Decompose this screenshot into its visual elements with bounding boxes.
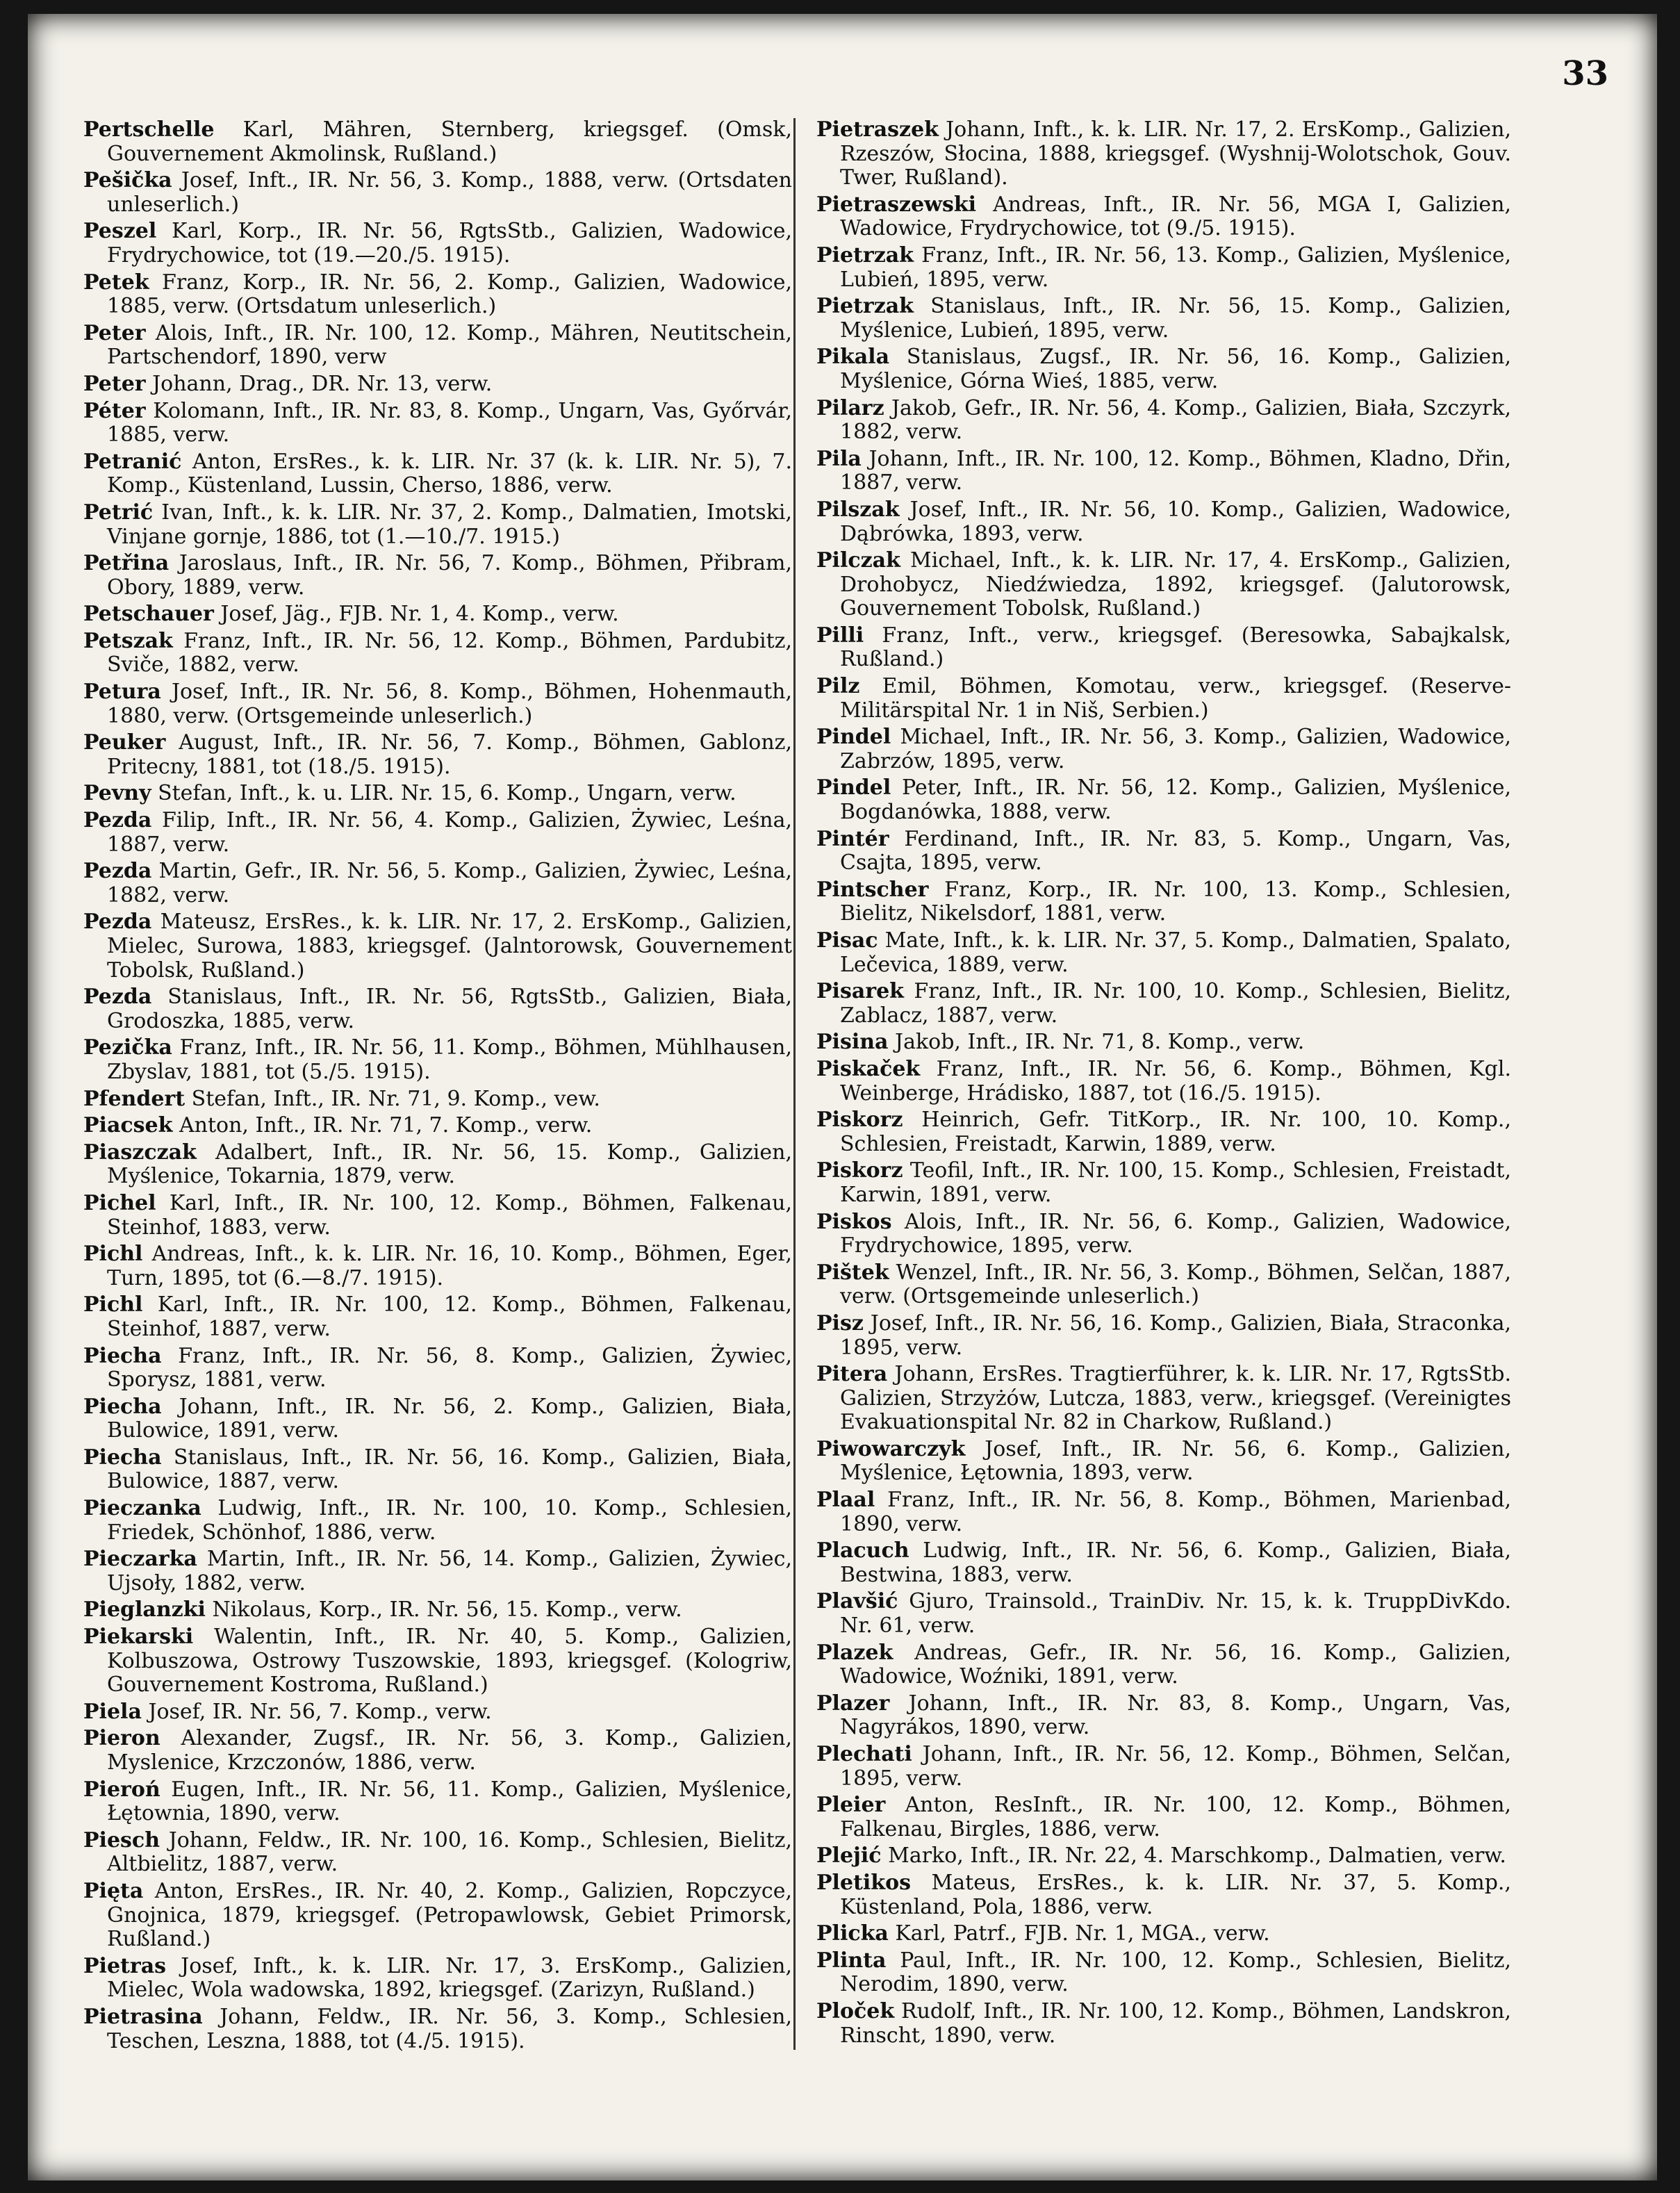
entry-surname: Pietrasina [83, 2004, 203, 2029]
register-entry [83, 680, 792, 728]
entry-surname: Pieczanka [83, 1496, 201, 1521]
register-entry [816, 498, 1511, 546]
register-entry [83, 782, 792, 806]
register-entry [816, 397, 1511, 445]
entry-surname: Petschauer [83, 602, 214, 627]
entry-details: Andreas, Inft., IR. Nr. 56, MGA I, Galizien, Wadowice, Frydrychowice, tot (9./5. 1915). [840, 192, 1511, 241]
entry-surname: Petranić [83, 449, 182, 474]
register-entry [816, 1539, 1511, 1587]
entry-details: Andreas, Gefr., IR. Nr. 56, 16. Komp., Galizien, Wadowice, Woźniki, 1891, verw. [840, 1640, 1511, 1689]
entry-details: Emil, Böhmen, Komotau, verw., kriegsgef. (Reserve-Militärspital Nr. 1 in Niš, Serbien.) [840, 674, 1511, 723]
entry-surname: Pieroń [83, 1777, 160, 1802]
entry-surname: Ploček [816, 1998, 895, 2023]
entry-surname: Petrić [83, 500, 154, 525]
register-entry [83, 1778, 792, 1826]
entry-details: Walentin, Inft., IR. Nr. 40, 5. Komp., Galizien, Kolbuszowa, Ostrowy Tuszowskie, 1893, kriegsgef. (Kologriw, Gouvernement Kostroma, Rußland.) [107, 1625, 792, 1698]
entry-surname: Petura [83, 680, 161, 705]
entry-surname: Pevny [83, 781, 151, 806]
register-entry [816, 980, 1511, 1028]
entry-surname: Piecha [83, 1394, 162, 1419]
register-entry [816, 1159, 1511, 1207]
register-entry [83, 1727, 792, 1775]
register-entry [83, 1625, 792, 1698]
entry-details: Andreas, Inft., k. k. LIR. Nr. 16, 10. Komp., Böhmen, Eger, Turn, 1895, tot (6.—8./7. 1915). [107, 1242, 792, 1290]
entry-surname: Pila [816, 446, 862, 471]
entry-surname: Piacsek [83, 1113, 173, 1138]
entry-details: Franz, Korp., IR. Nr. 56, 2. Komp., Galizien, Wadowice, 1885, verw. (Ortsdatum unleserlich.) [107, 270, 792, 319]
register-entry [816, 345, 1511, 393]
entry-details: Johann, Inft., IR. Nr. 56, 12. Komp., Böhmen, Selčan, 1895, verw. [840, 1742, 1511, 1791]
entry-details: Franz, Inft., verw., kriegsgef. (Beresowka, Sabajkalsk, Rußland.) [840, 623, 1511, 672]
register-entry [83, 1880, 792, 1952]
entry-details: Stanislaus, Zugsf., IR. Nr. 56, 16. Komp., Galizien, Myślenice, Górna Wieś, 1885, verw. [840, 345, 1511, 393]
register-entry [83, 169, 792, 217]
entry-surname: Pindel [816, 725, 891, 750]
register-entry [83, 910, 792, 983]
entry-surname: Piskorz [816, 1158, 903, 1183]
register-entry [816, 725, 1511, 773]
register-entry [83, 450, 792, 498]
register-entry [816, 929, 1511, 977]
entry-details: Franz, Inft., IR. Nr. 56, 6. Komp., Böhmen, Kgl. Weinberge, Hrádisko, 1887, tot (16./5. 1915). [840, 1056, 1511, 1106]
entry-surname: Pindel [816, 775, 891, 800]
entry-details: Franz, Inft., IR. Nr. 56, 8. Komp., Galizien, Żywiec, Sporysz, 1881, verw. [107, 1343, 792, 1393]
column-divider [793, 118, 796, 2050]
entry-details: Stanislaus, Inft., IR. Nr. 56, RgtsStb., Galizien, Biała, Grodoszka, 1885, verw. [107, 985, 792, 1033]
register-entry [816, 244, 1511, 292]
entry-details: Karl, Inft., IR. Nr. 100, 12. Komp., Böhmen, Falkenau, Steinhof, 1883, verw. [107, 1190, 792, 1240]
entry-surname: Pintscher [816, 877, 929, 902]
entry-details: Franz, Inft., IR. Nr. 100, 10. Komp., Schlesien, Bielitz, Zablacz, 1887, verw. [840, 979, 1511, 1028]
entry-surname: Pieron [83, 1726, 160, 1751]
register-entry [816, 1030, 1511, 1055]
entry-details: Teofil, Inft., IR. Nr. 100, 15. Komp., Schlesien, Freistadt, Karwin, 1891, verw. [840, 1158, 1511, 1207]
register-entry [816, 1488, 1511, 1536]
entry-surname: Pichel [83, 1190, 156, 1215]
entry-surname: Pezda [83, 985, 152, 1010]
entry-details: Josef, Inft., IR. Nr. 56, 6. Komp., Galizien, Myślenice, Łętownia, 1893, verw. [840, 1436, 1511, 1486]
entry-surname: Placuch [816, 1538, 909, 1563]
entry-details: Stanislaus, Inft., IR. Nr. 56, 16. Komp., Galizien, Biała, Bulowice, 1887, verw. [107, 1445, 792, 1494]
register-entry [816, 878, 1511, 926]
entry-details: Marko, Inft., IR. Nr. 22, 4. Marschkomp., Dalmatien, verw. [888, 1843, 1506, 1868]
entry-surname: Pietrzak [816, 243, 914, 268]
entry-surname: Pitera [816, 1362, 888, 1387]
entry-surname: Pilli [816, 623, 864, 648]
entry-details: Paul, Inft., IR. Nr. 100, 12. Komp., Schlesien, Bielitz, Nerodim, 1890, verw. [840, 1948, 1511, 1997]
entry-details: Martin, Inft., IR. Nr. 56, 14. Komp., Galizien, Żywiec, Ujsoły, 1882, verw. [107, 1547, 792, 1595]
register-entry [83, 731, 792, 779]
register-entry [83, 1700, 792, 1725]
entry-details: Franz, Korp., IR. Nr. 100, 13. Komp., Schlesien, Bielitz, Nikelsdorf, 1881, verw. [840, 877, 1511, 926]
entry-details: Peter, Inft., IR. Nr. 56, 12. Komp., Galizien, Myślenice, Bogdanówka, 1888, verw. [840, 775, 1511, 825]
entry-details: Wenzel, Inft., IR. Nr. 56, 3. Komp., Böhmen, Selčan, 1887, verw. (Ortsgemeinde unleserlich.) [840, 1260, 1511, 1309]
entry-surname: Peuker [83, 730, 166, 755]
register-entry [83, 985, 792, 1033]
entry-surname: Peszel [83, 219, 157, 244]
right-column [816, 118, 1511, 2051]
register-entry [816, 1871, 1511, 1919]
register-entry [83, 400, 792, 447]
entry-surname: Petek [83, 270, 149, 295]
entry-surname: Pietrzak [816, 294, 914, 319]
entry-details: Johann, Feldw., IR. Nr. 56, 3. Komp., Schlesien, Teschen, Leszna, 1888, tot (4./5. 1915). [107, 2004, 792, 2053]
register-entry [816, 675, 1511, 723]
entry-details: Franz, Inft., IR. Nr. 56, 13. Komp., Galizien, Myślenice, Lubień, 1895, verw. [840, 243, 1511, 292]
entry-details: Josef, Inft., IR. Nr. 56, 8. Komp., Böhmen, Hohenmauth, 1880, verw. (Ortsgemeinde unleserlich.) [107, 680, 792, 728]
entry-details: Stefan, Inft., k. u. LIR. Nr. 15, 6. Komp., Ungarn, verw. [158, 781, 736, 806]
entry-surname: Piwowarczyk [816, 1436, 966, 1461]
register-entry [83, 1141, 792, 1189]
entry-details: Nikolaus, Korp., IR. Nr. 56, 15. Komp., verw. [212, 1597, 682, 1623]
register-entry [83, 1242, 792, 1290]
entry-surname: Piaszczak [83, 1140, 197, 1165]
entry-surname: Plazer [816, 1691, 890, 1716]
entry-surname: Pilz [816, 674, 860, 699]
entry-details: August, Inft., IR. Nr. 56, 7. Komp., Böhmen, Gablonz, Pritecny, 1881, tot (18./5. 1915). [107, 730, 792, 779]
entry-details: Johann, Inft., IR. Nr. 56, 2. Komp., Galizien, Biała, Bulowice, 1891, verw. [107, 1394, 792, 1443]
register-entry [816, 1949, 1511, 1997]
entry-surname: Pisz [816, 1311, 864, 1336]
entry-details: Stefan, Inft., IR. Nr. 71, 9. Komp., vew. [191, 1086, 600, 1111]
register-entry [816, 1363, 1511, 1435]
register-entry [83, 322, 792, 370]
entry-surname: Pichl [83, 1292, 143, 1317]
register-entry [83, 1395, 792, 1443]
entry-details: Rudolf, Inft., IR. Nr. 100, 12. Komp., Böhmen, Landskron, Rinscht, 1890, verw. [840, 1998, 1511, 2048]
register-entry [83, 1114, 792, 1138]
register-entry [816, 2000, 1511, 2048]
entry-surname: Pichl [83, 1242, 143, 1267]
entry-surname: Pisina [816, 1030, 889, 1055]
register-entry [816, 1844, 1511, 1868]
entry-details: Franz, Inft., IR. Nr. 56, 11. Komp., Böhmen, Mühlhausen, Zbyslav, 1881, tot (5./5. 1915). [107, 1035, 792, 1084]
entry-details: Josef, Inft., IR. Nr. 56, 10. Komp., Galizien, Wadowice, Dąbrówka, 1893, verw. [840, 497, 1511, 546]
entry-surname: Piekarski [83, 1625, 194, 1650]
entry-surname: Plicka [816, 1921, 889, 1946]
entry-details: Josef, IR. Nr. 56, 7. Komp., verw. [148, 1699, 492, 1724]
entry-details: Kolomann, Inft., IR. Nr. 83, 8. Komp., Ungarn, Vas, Győrvár, 1885, verw. [107, 398, 792, 447]
entry-details: Jakob, Inft., IR. Nr. 71, 8. Komp., verw. [895, 1030, 1305, 1055]
entry-surname: Pietras [83, 1953, 167, 1978]
entry-surname: Peter [83, 320, 146, 345]
entry-surname: Piesch [83, 1828, 160, 1853]
register-entry [816, 828, 1511, 876]
entry-details: Karl, Patrf., FJB. Nr. 1, MGA., verw. [895, 1921, 1270, 1946]
entry-details: Karl, Korp., IR. Nr. 56, RgtsStb., Galizien, Wadowice, Frydrychowice, tot (19.—20./5. 1915). [107, 219, 792, 268]
register-entry [83, 630, 792, 677]
register-entry [83, 501, 792, 549]
register-entry [83, 1036, 792, 1084]
entry-surname: Piecha [83, 1445, 162, 1470]
entry-details: Adalbert, Inft., IR. Nr. 56, 15. Komp., Galizien, Myślenice, Tokarnia, 1879, verw. [107, 1140, 792, 1189]
entry-surname: Piecha [83, 1343, 162, 1368]
entry-details: Josef, Jäg., FJB. Nr. 1, 4. Komp., verw. [220, 602, 619, 627]
entry-surname: Pilarz [816, 395, 884, 420]
entry-surname: Petřina [83, 551, 170, 576]
entry-details: Anton, Inft., IR. Nr. 71, 7. Komp., verw. [179, 1113, 593, 1138]
register-entry [816, 118, 1511, 190]
entry-details: Ludwig, Inft., IR. Nr. 100, 10. Komp., Schlesien, Friedek, Schönhof, 1886, verw. [107, 1496, 792, 1545]
entry-details: Stanislaus, Inft., IR. Nr. 56, 15. Komp., Galizien, Myślenice, Lubień, 1895, verw. [840, 294, 1511, 343]
entry-details: Eugen, Inft., IR. Nr. 56, 11. Komp., Galizien, Myślenice, Łętownia, 1890, verw. [107, 1777, 792, 1826]
entry-details: Alois, Inft., IR. Nr. 56, 6. Komp., Galizien, Wadowice, Frydrychowice, 1895, verw. [840, 1209, 1511, 1258]
register-entry [83, 809, 792, 857]
register-entry [816, 295, 1511, 343]
entry-surname: Pięta [83, 1878, 144, 1903]
register-entry [83, 1598, 792, 1623]
register-entry [816, 1210, 1511, 1258]
entry-surname: Pletikos [816, 1870, 911, 1895]
entry-surname: Piskorz [816, 1108, 903, 1133]
register-entry [816, 776, 1511, 824]
entry-surname: Pieczarka [83, 1547, 197, 1572]
register-entry [83, 372, 792, 397]
entry-surname: Pisarek [816, 979, 904, 1004]
entry-surname: Pilszak [816, 497, 900, 522]
entry-surname: Plechati [816, 1742, 912, 1766]
entry-surname: Pilczak [816, 548, 900, 573]
entry-details: Karl, Mähren, Sternberg, kriegsgef. (Omsk, Gouvernement Akmolinsk, Rußland.) [107, 117, 792, 166]
entry-details: Mateus, ErsRes., k. k. LIR. Nr. 37, 5. Komp., Küstenland, Pola, 1886, verw. [840, 1870, 1511, 1919]
entry-details: Anton, ErsRes., k. k. LIR. Nr. 37 (k. k. LIR. Nr. 5), 7. Komp., Küstenland, Lussin, Cherso, 1886, verw. [107, 449, 792, 498]
entry-details: Ivan, Inft., k. k. LIR. Nr. 37, 2. Komp., Dalmatien, Imotski, Vinjane gornje, 1886, tot (1.—10./7. 1915.) [107, 500, 792, 549]
register-entry [816, 1793, 1511, 1841]
entry-surname: Pintér [816, 826, 889, 851]
entry-details: Franz, Inft., IR. Nr. 56, 12. Komp., Böhmen, Pardubitz, Sviče, 1882, verw. [107, 628, 792, 677]
entry-details: Ludwig, Inft., IR. Nr. 56, 6. Komp., Galizien, Biała, Bestwina, 1883, verw. [840, 1538, 1511, 1587]
entry-surname: Pietraszek [816, 117, 939, 142]
register-entry [83, 1087, 792, 1112]
entry-surname: Pezička [83, 1035, 172, 1060]
register-entry [816, 1438, 1511, 1486]
entry-surname: Piela [83, 1699, 142, 1724]
entry-surname: Plinta [816, 1948, 887, 1973]
entry-details: Heinrich, Gefr. TitKorp., IR. Nr. 100, 10. Komp., Schlesien, Freistadt, Karwin, 1889, verw. [840, 1108, 1511, 1156]
register-entry [83, 1547, 792, 1595]
register-entry [83, 1955, 792, 2003]
register-entry [83, 1829, 792, 1877]
entry-details: Josef, Inft., k. k. LIR. Nr. 17, 3. ErsKomp., Galizien, Mielec, Wola wadowska, 1892, kriegsgef. (Zarizyn, Rußland.) [107, 1953, 792, 2003]
register-entry [816, 624, 1511, 672]
register-entry [83, 552, 792, 600]
entry-surname: Pfendert [83, 1086, 186, 1111]
register-entry [816, 1058, 1511, 1106]
register-entry [83, 860, 792, 907]
register-entry [816, 193, 1511, 241]
entry-details: Mateusz, ErsRes., k. k. LIR. Nr. 17, 2. ErsKomp., Galizien, Mielec, Surowa, 1883, kriegsgef. (Jalntorowsk, Gouvernement Tobolsk, Rußland.) [107, 910, 792, 983]
entry-details: Michael, Inft., IR. Nr. 56, 3. Komp., Galizien, Wadowice, Zabrzów, 1895, verw. [840, 725, 1511, 773]
register-entry [816, 1108, 1511, 1156]
entry-surname: Pieglanzki [83, 1597, 206, 1623]
entry-surname: Pikala [816, 345, 890, 370]
entry-details: Mate, Inft., k. k. LIR. Nr. 37, 5. Komp., Dalmatien, Spalato, Lečevica, 1889, verw. [840, 928, 1511, 977]
register-entry [816, 549, 1511, 621]
register-entry [816, 447, 1511, 495]
entry-details: Anton, ResInft., IR. Nr. 100, 12. Komp., Böhmen, Falkenau, Birgles, 1886, verw. [840, 1793, 1511, 1841]
register-entry [83, 602, 792, 627]
entry-surname: Petszak [83, 628, 173, 653]
register-entry [83, 2005, 792, 2053]
entry-details: Johann, Inft., k. k. LIR. Nr. 17, 2. ErsKomp., Galizien, Rzeszów, Słocina, 1888, kriegsgef. (Wyshnij-Wolotschok, Gouv. Twer, Rußland). [840, 117, 1511, 190]
register-entry [83, 1192, 792, 1240]
left-column [83, 118, 792, 2056]
entry-surname: Pezda [83, 808, 152, 833]
register-entry [816, 1590, 1511, 1638]
entry-details: Johann, Inft., IR. Nr. 100, 12. Komp., Böhmen, Kladno, Dřin, 1887, verw. [840, 446, 1511, 495]
register-entry [816, 1922, 1511, 1946]
entry-details: Martin, Gefr., IR. Nr. 56, 5. Komp., Galizien, Żywiec, Leśna, 1882, verw. [107, 859, 792, 907]
entry-details: Johann, Feldw., IR. Nr. 100, 16. Komp., Schlesien, Bielitz, Altbielitz, 1887, verw. [107, 1828, 792, 1877]
register-entry [816, 1312, 1511, 1360]
entry-surname: Pietraszewski [816, 192, 977, 217]
register-entry [83, 271, 792, 319]
page-scan [28, 14, 1657, 2180]
entry-details: Ferdinand, Inft., IR. Nr. 83, 5. Komp., Ungarn, Vas, Csajta, 1895, verw. [840, 826, 1511, 876]
page-number: 33 [1562, 54, 1608, 93]
entry-surname: Pezda [83, 859, 152, 884]
entry-surname: Piskos [816, 1209, 892, 1234]
entry-details: Jakob, Gefr., IR. Nr. 56, 4. Komp., Galizien, Biała, Szczyrk, 1882, verw. [840, 395, 1511, 445]
entry-surname: Plazek [816, 1640, 893, 1665]
entry-details: Josef, Inft., IR. Nr. 56, 3. Komp., 1888, verw. (Ortsdaten unleserlich.) [107, 168, 792, 217]
entry-surname: Plaal [816, 1488, 875, 1513]
entry-details: Karl, Inft., IR. Nr. 100, 12. Komp., Böhmen, Falkenau, Steinhof, 1887, verw. [107, 1292, 792, 1341]
entry-surname: Pešička [83, 168, 172, 193]
register-entry [816, 1692, 1511, 1740]
entry-surname: Pleier [816, 1793, 886, 1818]
entry-surname: Peter [83, 371, 146, 396]
entry-surname: Pertschelle [83, 117, 215, 142]
register-entry [816, 1641, 1511, 1689]
entry-details: Alois, Inft., IR. Nr. 100, 12. Komp., Mähren, Neutitschein, Partschendorf, 1890, verw [107, 320, 792, 370]
entry-details: Franz, Inft., IR. Nr. 56, 8. Komp., Böhmen, Marienbad, 1890, verw. [840, 1488, 1512, 1536]
entry-surname: Pištek [816, 1260, 889, 1285]
entry-details: Jaroslaus, Inft., IR. Nr. 56, 7. Komp., Böhmen, Přibram, Obory, 1889, verw. [107, 551, 792, 600]
entry-details: Alexander, Zugsf., IR. Nr. 56, 3. Komp., Galizien, Myslenice, Krzczonów, 1886, verw. [107, 1726, 792, 1775]
register-entry [83, 1497, 792, 1545]
entry-surname: Pisac [816, 928, 878, 953]
register-entry [83, 1446, 792, 1494]
register-entry [816, 1261, 1511, 1309]
entry-surname: Plejić [816, 1843, 882, 1868]
entry-details: Gjuro, Trainsold., TrainDiv. Nr. 15, k. k. TruppDivKdo. Nr. 61, verw. [840, 1589, 1511, 1638]
entry-surname: Péter [83, 398, 146, 423]
entry-details: Michael, Inft., k. k. LIR. Nr. 17, 4. ErsKomp., Galizien, Drohobycz, Niedźwiedza, 1892, kriegsgef. (Jalutorowsk, Gouvernement Tobolsk, Rußland.) [840, 548, 1511, 621]
entry-details: Johann, Inft., IR. Nr. 83, 8. Komp., Ungarn, Vas, Nagyrákos, 1890, verw. [840, 1691, 1511, 1740]
entry-surname: Piskaček [816, 1056, 921, 1081]
entry-surname: Pezda [83, 910, 152, 935]
entry-details: Johann, ErsRes. Tragtierführer, k. k. LIR. Nr. 17, RgtsStb. Galizien, Strzyżów, Lutcza, 1883, verw., kriegsgef. (Vereinigtes Evakuationspital Nr. 82 in Charkow, Rußland.) [840, 1362, 1511, 1435]
register-entry [83, 1293, 792, 1341]
entry-surname: Plavšić [816, 1589, 898, 1614]
entry-details: Anton, ErsRes., IR. Nr. 40, 2. Komp., Galizien, Ropczyce, Gnojnica, 1879, kriegsgef. (Petropawlowsk, Gebiet Primorsk, Rußland.) [107, 1878, 792, 1952]
register-entry [83, 118, 792, 166]
entry-details: Filip, Inft., IR. Nr. 56, 4. Komp., Galizien, Żywiec, Leśna, 1887, verw. [107, 808, 792, 857]
entry-details: Johann, Drag., DR. Nr. 13, verw. [152, 371, 493, 396]
entry-details: Josef, Inft., IR. Nr. 56, 16. Komp., Galizien, Biała, Straconka, 1895, verw. [840, 1311, 1512, 1360]
register-entry [816, 1743, 1511, 1791]
register-entry [83, 1345, 792, 1393]
register-entry [83, 220, 792, 268]
